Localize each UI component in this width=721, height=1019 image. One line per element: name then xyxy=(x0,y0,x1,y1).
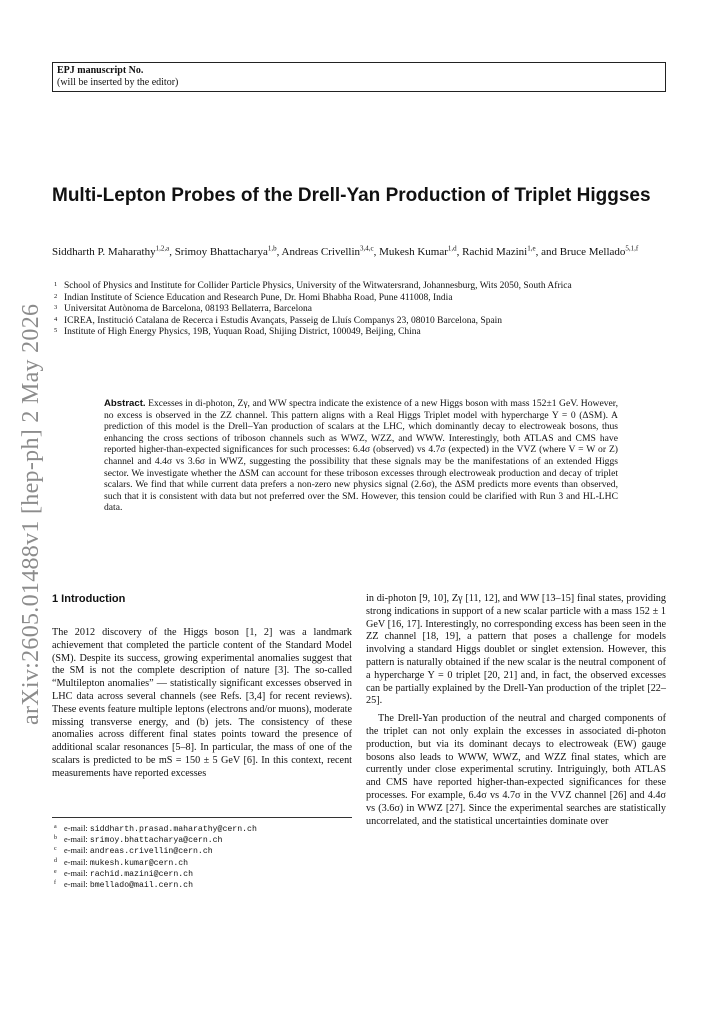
footnote: d e-mail: mukesh.kumar@cern.ch xyxy=(54,857,189,868)
right-column xyxy=(366,593,666,828)
body-paragraph: The 2012 discovery of the Higgs boson [1, 2] was a landmark achievement that completed the particle content of the Standard Model (SM). Despite its success, growing experimental anomalies suggest that the SM is not the complete description of nature [3]. The so-called “Multilepton anomalies” — statistically significant excesses observed in LHC data across several channels (see Refs. [3,4] for recent reviews). These events feature multiple leptons (electrons and/or muons), moderate missing transverse energy, and (b) jets. The consistency of these anomalies across different final states points toward the presence of additional scalar resonances [5–8]. In particular, the mass of one of the scalars is predicted to be mS = 150 ± 5 GeV [6]. In this context, recent measurements have reported excesses xyxy=(52,627,352,779)
email-link[interactable]: bmellado@mail.cern.ch xyxy=(89,881,193,891)
section-heading: 1 Introduction xyxy=(52,593,126,605)
editor-box xyxy=(52,62,666,92)
author: Andreas Crivellin$^{3,4,c}$, xyxy=(281,244,380,258)
affiliation-list xyxy=(52,281,666,339)
author: Siddharth P. Maharathy$^{1,2,a}$, xyxy=(52,244,175,258)
author-list xyxy=(52,245,666,259)
footnote: c e-mail: andreas.crivellin@cern.ch xyxy=(54,846,213,857)
affiliation: 2 Indian Institute of Science Education and Research Pune, Dr. Homi Bhabha Road, Pune 411008, India xyxy=(54,292,453,303)
author: Mukesh Kumar$^{1,d}$, xyxy=(379,244,463,258)
body-paragraph: in di-photon [9, 10], Zγ [11, 12], and WW [13–15] final states, providing strong indications in support of a new scalar particle with a mass 152 ± 1 GeV [16, 17]. Interestingly, no corresponding excess has been seen in the ZZ channel [18, 19], a pattern that poses a challenge for models involving a standard Higgs doublet or singlet extension. However, this pattern is naturally obtained if the new scalar is the neutral component of a hypercharge Y = 0 triplet [20, 21] and, in fact, the observed excesses can be partially explained by the Drell-Yan production of the triplet [22–25]. xyxy=(366,593,666,707)
arxiv-stamp: arXiv:2605.01488v1 [hep-ph] 2 May 2026 xyxy=(18,303,44,725)
affiliation: 3 Universitat Autònoma de Barcelona, 08193 Bellaterra, Barcelona xyxy=(54,304,312,315)
email-link[interactable]: siddharth.prasad.maharathy@cern.ch xyxy=(89,825,257,834)
affiliation: 1 School of Physics and Institute for Collider Particle Physics, University of the Witwatersrand, Johannesburg, Wits 2050, South Africa xyxy=(54,281,572,291)
email-link[interactable]: rachid.mazini@cern.ch xyxy=(89,869,193,879)
left-column xyxy=(52,593,352,781)
footnotes xyxy=(52,817,352,891)
author: and Bruce Mellado$^{5,1,f}$ xyxy=(541,244,639,258)
affiliation: 5 Institute of High Energy Physics, 19B, Yuquan Road, Shijing District, 100049, Beijing, China xyxy=(54,327,421,338)
editor-note: (will be inserted by the editor) xyxy=(57,77,179,88)
footnote: e e-mail: rachid.mazini@cern.ch xyxy=(54,868,193,879)
footnote: a e-mail: siddharth.prasad.maharathy@cern.ch xyxy=(54,824,257,834)
footnote: b e-mail: srimoy.bhattacharya@cern.ch xyxy=(54,835,223,846)
abstract-text: Excesses in di-photon, Zγ, and WW spectra indicate the existence of a new Higgs boson with mass 152±1 GeV. However, no excess is observed in the ZZ channel. This pattern aligns with a Real Higgs Triplet model with hypercharge Y = 0 (ΔSM). A prediction of this model is the Drell–Yan production of scalars at the LHC, which dominantly decay to electroweak bosons, thus enhancing the cross sections of triboson channels such as WWZ, WZZ, and WWW. Interestingly, both ATLAS and CMS have reported higher-than-expected significances for such processes: 6.4σ (observed) vs 4.7σ (expected) in the VVZ (where V = W or Z) channel and 4.4σ vs 3.6σ in WWZ, suggesting the possibility that these signals may be the manifestations of an extended Higgs sector. We investigate whether the ΔSM can account for these triboson excesses through electroweak production and decay of triplet scalars. We find that while current data prefers a non-zero new physics signal (2.6σ), the ΔSM predicts more events than observed, such that it is consistent with data but not preferred over the SM. However, this tension could be clarified with Run 3 and HL-LHC data. xyxy=(104,398,618,514)
abstract xyxy=(104,398,618,514)
affiliation: 4 ICREA, Institució Catalana de Recerca i Estudis Avançats, Passeig de Lluís Companys 23, 08010 Barcelona, Spain xyxy=(54,315,503,326)
author: Srimoy Bhattacharya$^{1,b}$, xyxy=(174,244,282,258)
journal-label: EPJ manuscript No. xyxy=(57,65,144,76)
footnote: f e-mail: bmellado@mail.cern.ch xyxy=(54,880,193,891)
email-link[interactable]: srimoy.bhattacharya@cern.ch xyxy=(89,836,223,846)
abstract-label: Abstract. xyxy=(104,398,146,409)
author: Rachid Mazini$^{1,e}$, xyxy=(462,244,539,258)
email-link[interactable]: mukesh.kumar@cern.ch xyxy=(89,858,189,868)
email-link[interactable]: andreas.crivellin@cern.ch xyxy=(89,847,213,857)
paper-title: Multi-Lepton Probes of the Drell-Yan Production of Triplet Higgses xyxy=(52,185,651,206)
body-paragraph: The Drell-Yan production of the neutral and charged components of the triplet can not only explain the excesses in associated di-photon production, but via its dominant decays to electroweak (EW) gauge bosons also leads to WWW, WWZ, and WZZ final states, which are currently under close experimental scrutiny. Intriguingly, both ATLAS and CMS have reported higher-than-expected significances for these processes. For example, 6.4σ vs 4.7σ in the VVZ channel [26] and 4.4σ vs (3.6σ) in WWZ [27]. Since the experimental searches are statistically uncorrelated, and the statistical uncertainties dominate over xyxy=(366,713,666,827)
